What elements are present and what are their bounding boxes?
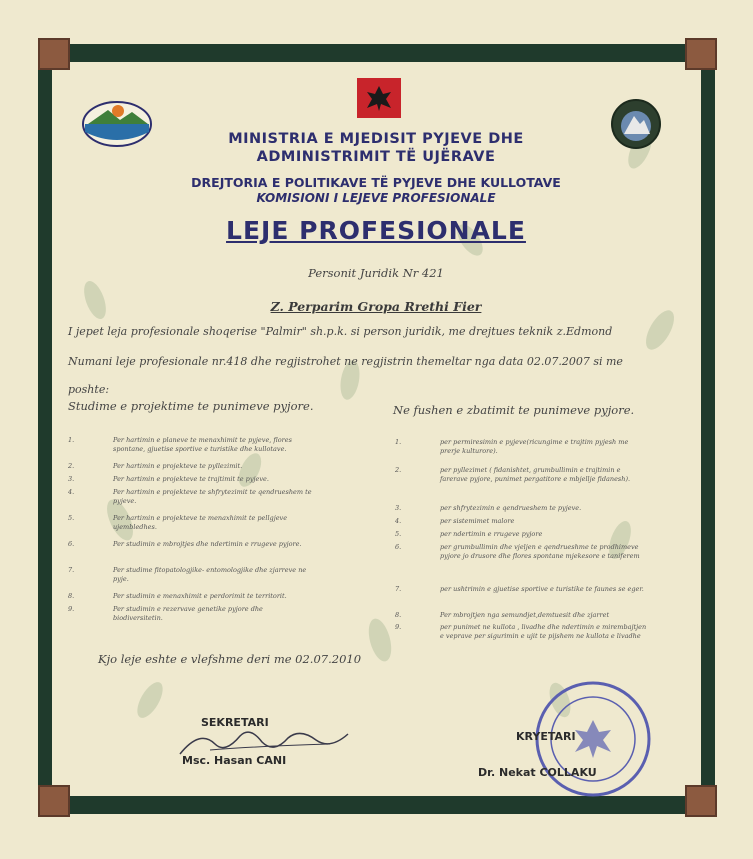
right-item-number: 9. bbox=[395, 623, 402, 631]
ministry-name-line1: MINISTRIA E MJEDISIT PYJEVE DHE bbox=[228, 131, 524, 147]
right-item-number: 7. bbox=[395, 585, 402, 593]
left-item-number: 4. bbox=[68, 488, 75, 496]
ministry-name-line2: ADMINISTRIMIT TË UJËRAVE bbox=[256, 149, 496, 165]
left-column-heading: Studime e projektime te punimeve pyjore. bbox=[68, 399, 314, 413]
right-item-number: 8. bbox=[395, 611, 402, 619]
left-item-text: Per studimin e menaxhimit e perdorimit te territorit. bbox=[113, 592, 287, 600]
frame-right-border bbox=[701, 58, 715, 800]
document-title: LEJE PROFESIONALE bbox=[226, 216, 526, 245]
right-item-text: per punimet ne kullota , livadhe dhe ndertimin e mirembajtjen e veprave per sigurimin e ujit te pijshem ne kullota e livadhe bbox=[440, 623, 647, 640]
left-item-number: 6. bbox=[68, 540, 75, 548]
frame-left-border bbox=[38, 58, 52, 800]
left-item-text: Per hartimin e projekteve te pyllezimit. bbox=[113, 462, 243, 470]
left-item-number: 2. bbox=[68, 462, 75, 470]
right-item-text: per ndertimin e rrugeve pyjore bbox=[440, 530, 543, 538]
license-holder: Z. Perparim Gropa Rrethi Fier bbox=[270, 299, 482, 314]
directorate-name: DREJTORIA E POLITIKAVE TË PYJEVE DHE KULLOTAVE bbox=[191, 175, 561, 190]
left-item-number: 3. bbox=[68, 475, 75, 483]
frame-bottom-border bbox=[56, 796, 698, 814]
license-text-line1: I jepet leja profesionale shoqerise "Palmir" sh.p.k. si person juridik, me drejtues teknik z.Edmond bbox=[68, 325, 613, 338]
left-item-number: 8. bbox=[68, 592, 75, 600]
right-item-number: 2. bbox=[395, 466, 402, 474]
right-item-number: 6. bbox=[395, 543, 402, 551]
left-item-text: Per studimin e rezervave genetike pyjore dhe biodiversitetin. bbox=[113, 605, 263, 622]
left-item-text: Per hartimin e projekteve te shfrytezimit te qendrueshem te pyjeve. bbox=[113, 488, 312, 505]
left-item-text: Per hartimin e projekteve te menaxhimit te pellgjeve ujembledhes. bbox=[113, 514, 288, 531]
right-item-text: Per mbrojtjen nga semundjet,demtuesit dhe zjarret bbox=[440, 611, 610, 619]
left-item-text: Per studime fitopatologjike- entomologjike dhe zjarreve ne pyje. bbox=[113, 566, 307, 583]
secretary-name: Msc. Hasan CANI bbox=[182, 754, 287, 767]
right-item-number: 5. bbox=[395, 530, 402, 538]
right-item-text: per grumbullimin dhe vjeljen e qendrueshme te prodhimeve pyjore jo drusore dhe flores spontane mjekesore e taniferem bbox=[440, 543, 640, 560]
right-item-number: 4. bbox=[395, 517, 402, 525]
ministry-name bbox=[58, 130, 694, 166]
chair-title: KRYETARI bbox=[516, 730, 576, 743]
validity-statement: Kjo leje eshte e vlefshme deri me 02.07.2010 bbox=[98, 652, 362, 666]
right-item-text: per sistemimet malore bbox=[440, 517, 515, 525]
right-item-text: per pyllezimet ( fidanishtet, grumbullimin e trajtimin e farerave pyjore, punimet pergatitore e mbjellje fidanesh). bbox=[440, 466, 631, 483]
right-item-text: per shfrytezimin e qendrueshem te pyjeve. bbox=[440, 504, 582, 512]
right-item-number: 1. bbox=[395, 438, 402, 446]
frame-corner-top-left bbox=[38, 38, 70, 70]
right-item-text: per permiresimin e pyjeve(ricungime e trajtim pyjesh me prerje kulturore). bbox=[440, 438, 629, 455]
legal-person-number: Personit Juridik Nr 421 bbox=[308, 266, 444, 280]
right-item-text: per ushtrimin e gjuetise sportive e turistike te faunes se eger. bbox=[440, 585, 644, 593]
left-item-number: 7. bbox=[68, 566, 75, 574]
secretary-title: SEKRETARI bbox=[201, 716, 269, 729]
left-item-number: 9. bbox=[68, 605, 75, 613]
left-item-text: Per studimin e mbrojtjes dhe ndertimin e rrugeve pyjore. bbox=[113, 540, 302, 548]
left-item-text: Per hartimin e planeve te menaxhimit te pyjeve, flores spontane, gjuetise sportive e turistike dhe kullotave. bbox=[113, 436, 292, 453]
frame-corner-top-right bbox=[685, 38, 717, 70]
left-item-number: 1. bbox=[68, 436, 75, 444]
license-text-line3: poshte: bbox=[68, 383, 110, 396]
albanian-flag-icon bbox=[357, 78, 401, 118]
right-item-number: 3. bbox=[395, 504, 402, 512]
certificate-content bbox=[58, 70, 694, 792]
left-item-number: 5. bbox=[68, 514, 75, 522]
left-item-text: Per hartimin e projekteve te trajtimit te pyjeve. bbox=[113, 475, 269, 483]
frame-top-border bbox=[56, 44, 698, 62]
commission-name: KOMISIONI I LEJEVE PROFESIONALE bbox=[256, 191, 496, 205]
license-text-line2: Numani leje profesionale nr.418 dhe regjistrohet ne regjistrin themeltar nga data 02.07.2007 si me bbox=[68, 355, 623, 368]
chair-name: Dr. Nekat COLLAKU bbox=[478, 766, 597, 779]
right-column-heading: Ne fushen e zbatimit te punimeve pyjore. bbox=[393, 403, 635, 417]
